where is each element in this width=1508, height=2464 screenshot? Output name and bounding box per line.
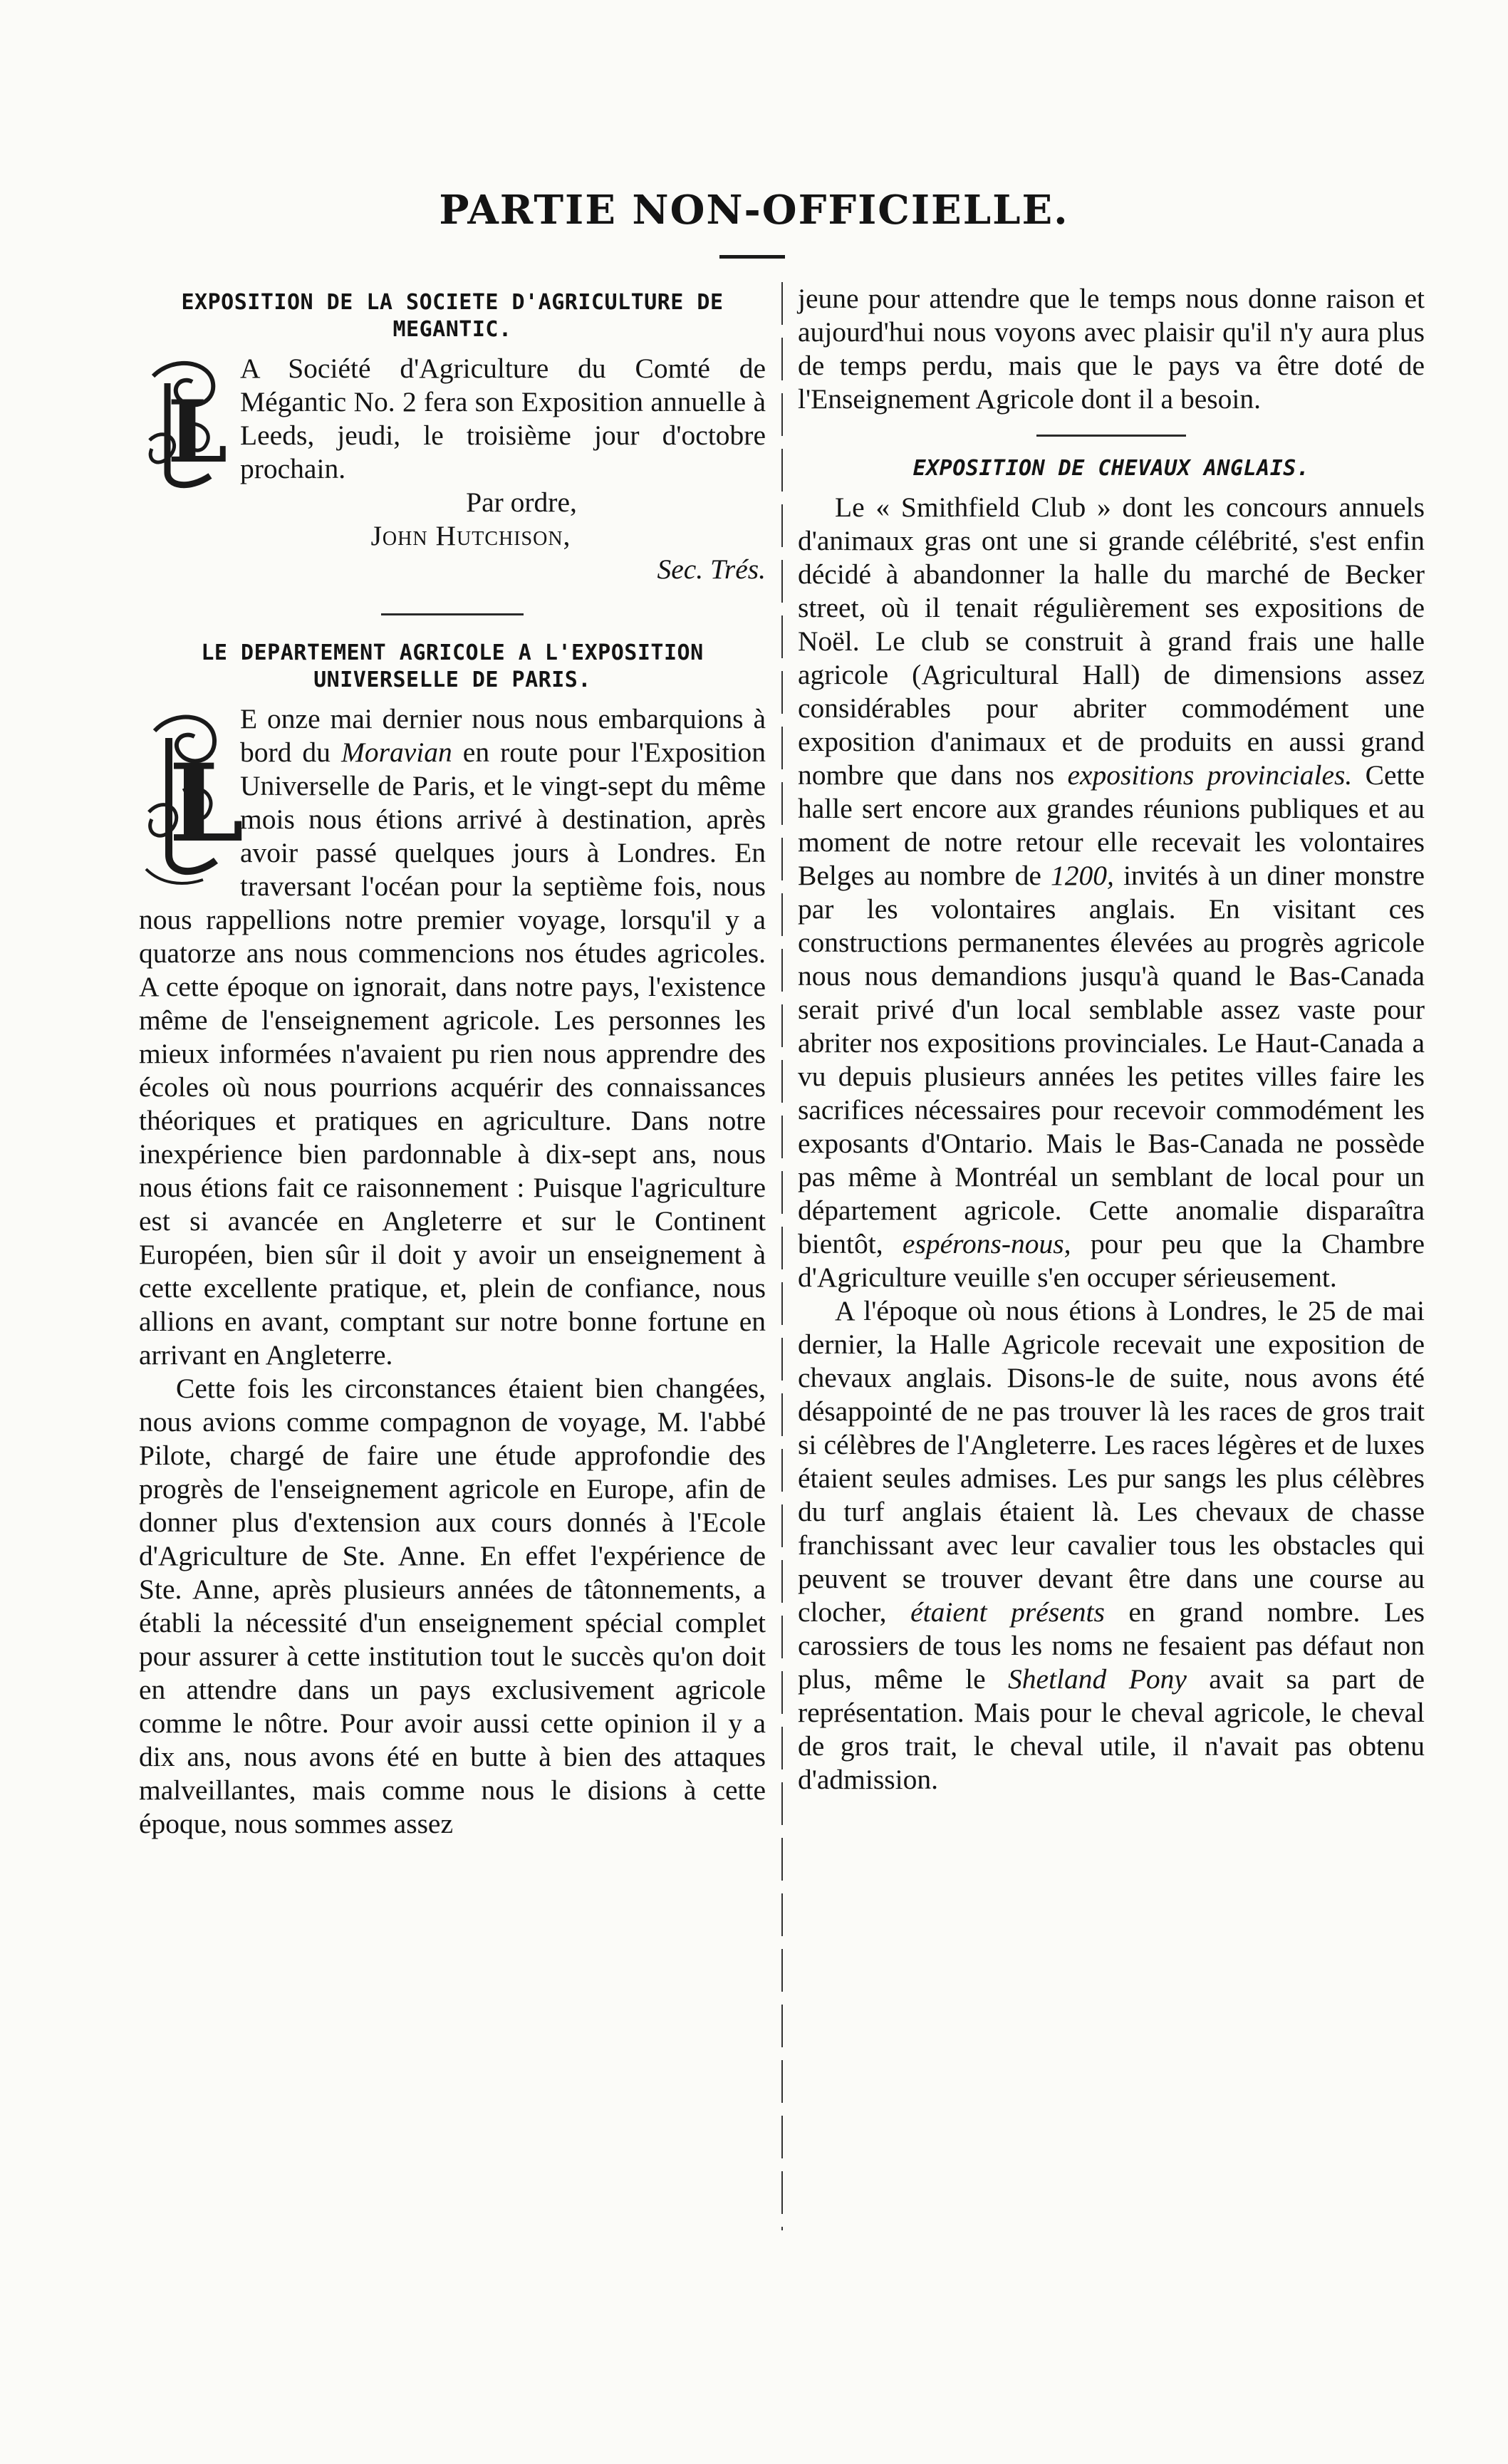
article-paragraph: [798, 1294, 1425, 1797]
italic-text: espérons-nous,: [902, 1228, 1071, 1259]
article-heading-horses: EXPOSITION DE CHEVAUX ANGLAIS.: [912, 456, 1310, 481]
section-separator: [381, 613, 524, 615]
masthead-rule: [719, 255, 785, 259]
article-text: avait sa part de représentation. Mais pour le cheval agricole, le cheval de gros trait, le cheval utile, il n'avait pas obtenu d'admission.: [798, 1663, 1425, 1795]
article-heading-paris: LE DEPARTEMENT AGRICOLE A L'EXPOSITION UNIVERSELLE DE PARIS.: [201, 640, 704, 692]
ship-name: Moravian: [340, 737, 452, 768]
article-text: A Société d'Agriculture du Comté de Mégantic No. 2 fera son Exposition annuelle à Leeds, jeudi, le troisième jour d'octobre prochain.: [240, 353, 766, 484]
signer-name: John Hutchison,: [370, 520, 571, 551]
article-text: Le « Smithfield Club » dont les concours annuels d'animaux gras ont une si grande célébrité, s'est enfin décidé à abandonner la halle du marché de Becker street, où il tenait régulièrement ses expositions de Noël. Le club se construit à grand frais une halle agricole (Agricultural Hall) de dimensions assez considérables pour abriter commodément une exposition d'animaux et de produits en aussi grand nombre que dans nos: [798, 492, 1425, 791]
dropcap-letter: L: [167, 382, 228, 482]
ornate-dropcap-icon: [139, 705, 244, 890]
article-text: en route pour l'Exposition Universelle de Paris, et le vingt-sept du même mois nous étions arrivé à destination, après avoir passé quelques jours à Londres. En traversant l'océan pour la septième fois, nous nous rappellions notre premier voyage, lorsqu'il y a quatorze ans nous commencions nos études agricoles. A cette époque on ignorait, dans notre pays, l'existence même de l'enseignement agricole. Les personnes les mieux informées n'avaient pu rien nous apprendre des écoles où nous pourrions acquérir des connaissances théoriques et pratiques en agriculture. Dans notre inexpérience bien pardonnable à dix-sept ans, nous nous étions fait ce raisonnement : Puisque l'agriculture est si avancée en Angleterre et sur le Continent Européen, bien sûr il doit y avoir un enseignement à cette excellente pratique, et, plein de confiance, nous allions en avant, comptant sur notre bonne fortune en arrivant en Angleterre.: [139, 737, 766, 1371]
article-text: invités à un diner monstre par les volontaires anglais. En visitant ces constructions permanentes élevées au progrès agricole nous nous demandions jusqu'à quand le Bas-Canada serait privé d'un local semblable assez vaste pour abriter nos expositions provinciales. Le Haut-Canada a vu depuis plusieurs années les petites villes faire les sacrifices nécessaires pour recevoir commodément les exposants d'Ontario. Mais le Bas-Canada ne possède pas même à Montréal un semblant de local pour un département agricole. Cette anomalie disparaîtra bientôt,: [798, 860, 1425, 1259]
article-heading-megantic: EXPOSITION DE LA SOCIETE D'AGRICULTURE DE MEGANTIC.: [181, 290, 724, 342]
article-paragraph: Cette fois les circonstances étaient bien changées, nous avions comme compagnon de voyage, M. l'abbé Pilote, chargé de faire une étude approfondie des progrès de l'enseignement agricole en Europe, afin de donner plus d'extension aux cours donnés à l'Ecole d'Agriculture de Ste. Anne. En effet l'expérience de Ste. Anne, après plusieurs années de tâtonnements, a établi la nécessité d'un enseignement spécial complet pour assurer à cette institution tout le succès qu'on doit en attendre dans un pays exclusivement agricole comme le nôtre. Pour avoir aussi cette opinion il y a dix ans, nous avons été en butte à bien des attaques malveillantes, mais comme nous le disions à cette époque, nous sommes assez: [139, 1373, 766, 1839]
article-paragraph: jeune pour attendre que le temps nous donne raison et aujourd'hui nous voyons avec plaisir qu'il n'y aura plus de temps perdu, mais que le pays va être doté de l'Enseignement Agricole dont il a besoin.: [798, 283, 1425, 415]
italic-text: étaient présents: [910, 1596, 1105, 1628]
page-masthead: PARTIE NON-OFFICIELLE.: [439, 187, 1069, 234]
signer-role: Sec. Trés.: [657, 553, 766, 585]
article-paragraph: [798, 491, 1425, 1294]
right-column: [798, 282, 1425, 1797]
italic-text: expositions provinciales.: [1067, 759, 1353, 791]
section-separator: [1036, 435, 1186, 437]
article-text: A l'époque où nous étions à Londres, le 25 de mai dernier, la Halle Agricole recevait une exposition de chevaux anglais. Disons-le de suite, nous avons été désappointé de ne pas trouver là les races de gros trait si célèbres de l'Angleterre. Les races légères et de luxes étaient seules admises. Les pur sangs les plus célèbres du turf anglais étaient là. Les chevaux de chasse franchissant avec leur cavalier tous les obstacles qui peuvent se trouver devant être dans une course au clocher,: [798, 1295, 1425, 1628]
italic-text: Shetland Pony: [1008, 1663, 1187, 1695]
by-order-line: Par ordre,: [466, 487, 577, 518]
article-text: E onze mai dernier nous nous embarquions à bord du: [240, 703, 766, 768]
left-column: [139, 282, 766, 1841]
article-paragraph: [139, 352, 766, 486]
article-paragraph: [139, 702, 766, 1372]
article-text: Cette halle sert encore aux grandes réunions publiques et au moment de notre retour elle recevait les volontaires Belges au nombre de: [798, 759, 1425, 891]
article-text: en grand nombre. Les carossiers de tous les noms ne fesaient pas défaut non plus, même le: [798, 1596, 1425, 1695]
dropcap-letter: L: [169, 741, 244, 866]
italic-number: 1200,: [1051, 860, 1114, 891]
column-divider: [781, 282, 783, 2230]
article-text: pour peu que la Chambre d'Agriculture veuille s'en occuper sérieusement.: [798, 1228, 1425, 1293]
ornate-dropcap-icon: [139, 355, 227, 497]
